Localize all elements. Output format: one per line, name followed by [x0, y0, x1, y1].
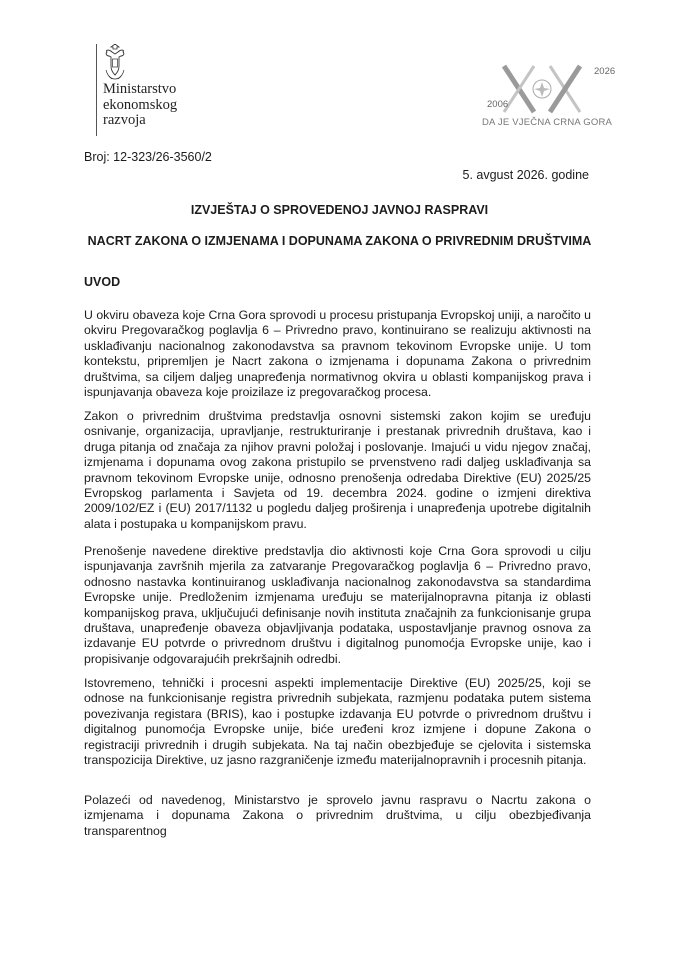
paragraph-3: Prenošenje navedene direktive predstavlja dio aktivnosti koje Crna Gora sprovodi u cilju ispunjavanja završnih mjerila za zatvaranje Pregovaračkog poglavlja 6 – Privredno pravo, odnosno nastavka kontinuiranog usklađivanja nacionalnog zakonodavstva sa standardima Evropske unije. Predloženim izmjenama uređuju se materijalnopravna pitanja iz oblasti kompanijskog prava, uključujući definisanje novih instituta značajnih za funkcionisanje grupa društava, unapređenje obaveza objavljivanja podataka, uspostavljanje pravnog osnova za izdavanje EU potvrde o privrednom društvu i digitalnog punomoćja Evropske unije, kao i propisivanje odgovarajućih prekršajnih odredbi.	[84, 544, 591, 666]
jubilee-slogan: DA JE VJEČNA CRNA GORA	[482, 117, 613, 128]
paragraph-4: Istovremeno, tehnički i procesni aspekti implementacije Direktive (EU) 2025/25, koji se odnose na funkcionisanje registra privrednih subjekata, razmjenu podataka putem sistema povezivanja registara (BRIS), kao i postupke izdavanja EU potvrde o privrednom društvu i digitalnog punomoćja Evropske unije, biće uređeni kroz izmjene i dopune Zakona o registraciji privrednih i drugih subjekata. Na taj način obezbjeđuje se cjelovita i sistemska transpozicija Direktive, uz jasno razgraničenje između materijalnopravnih i procesnih pitanja.	[84, 676, 591, 768]
document-title: IZVJEŠTAJ O SPROVEDENOJ JAVNOJ RASPRAVI	[190, 203, 489, 217]
ministry-name-line-1: Ministarstvo	[103, 81, 177, 97]
jubilee-year-start: 2006	[487, 99, 509, 110]
header-divider	[96, 44, 97, 136]
ministry-name	[103, 82, 177, 129]
paragraph-1: U okviru obaveza koje Crna Gora sprovodi u procesu pristupanja Evropskoj uniji, a naročito u okviru Pregovaračkog poglavlja 6 – Privredno pravo, kontinuirano se realizuju aktivnosti na usklađivanju nacionalnog zakonodavstva sa pravnom tekovinom Evropske unije. U tom kontekstu, pripremljen je Nacrt zakona o izmjenama i dopunama Zakona o privrednim društvima, sa ciljem daljeg unapređenja normativnog okvira u oblasti kompanijskog prava i ispunjavanja obaveza koje proizilaze iz pregovaračkog procesa.	[84, 308, 591, 400]
document-date: 5. avgust 2026. godine	[462, 168, 589, 182]
coat-of-arms-icon	[103, 44, 127, 84]
jubilee-year-end: 2026	[594, 66, 616, 77]
document-reference: Broj: 12-323/26-3560/2	[84, 150, 212, 164]
ministry-name-line-3: razvoja	[103, 112, 146, 128]
document-subtitle: NACRT ZAKONA O IZMJENAMA I DOPUNAMA ZAKONA O PRIVREDNIM DRUŠTVIMA	[87, 234, 592, 248]
paragraph-2: Zakon o privrednim društvima predstavlja osnovni sistemski zakon kojim se uređuju osnivanje, organizacija, upravljanje, restrukturiranje i prestanak privrednih društava, kao i druga pitanja od značaja za njihov pravni položaj i poslovanje. Imajući u vidu njegov značaj, izmjenama i dopunama ovog zakona pristupilo se prvenstveno radi daljeg usklađivanja sa pravnom tekovinom Evropske unije, odnosno prenošenja odredaba Direktive (EU) 2025/25 Evropskog parlamenta i Savjeta od 19. decembra 2024. godine o izmjeni direktiva 2009/102/EZ i (EU) 2017/1132 u pogledu daljeg proširenja i unapređenja upotrebe digitalnih alata i postupaka u kompanijskom pravu.	[84, 409, 591, 531]
ministry-name-line-2: ekonomskog	[103, 96, 178, 113]
section-heading: UVOD	[84, 275, 121, 289]
paragraph-5: Polazeći od navedenog, Ministarstvo je sprovelo javnu raspravu o Nacrtu zakona o izmjenama i dopunama Zakona o privrednim društvima, u cilju obezbjeđivanja transparentnog	[84, 793, 591, 838]
